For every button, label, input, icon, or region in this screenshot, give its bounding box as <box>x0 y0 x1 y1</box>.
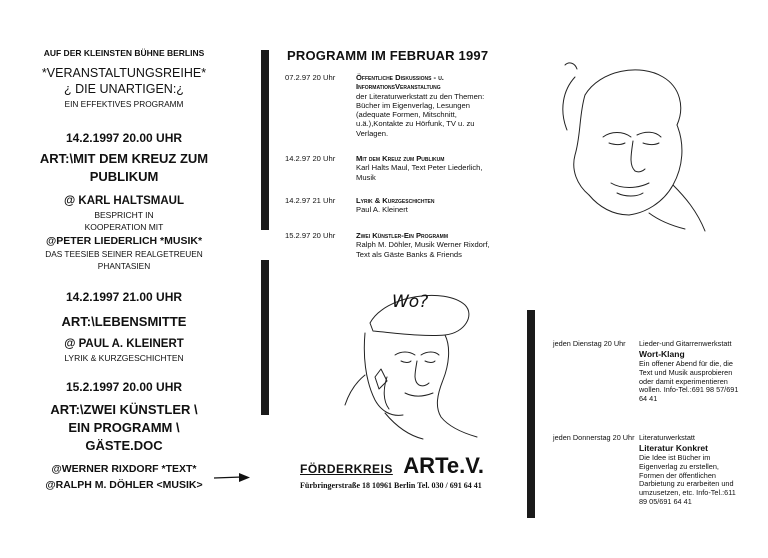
program-row-title: Zwei Künstler-Ein Programm <box>356 231 448 240</box>
divider-bar-bottom <box>261 260 269 415</box>
weekly-event-title: Literatur Konkret <box>639 442 708 453</box>
organization-line <box>300 453 484 479</box>
event3-title-line2: EIN PROGRAMM \ <box>68 420 180 435</box>
event1-date: 14.2.1997 20.00 UHR <box>65 131 183 145</box>
program-row-body <box>356 196 491 215</box>
program-title: PROGRAMM IM FEBRUAR 1997 <box>287 48 489 63</box>
organization-name: ARTe.V. <box>403 453 484 478</box>
program-row-body <box>356 154 491 182</box>
portrait-sketch-illustration <box>545 55 715 240</box>
weekly-event-title: Wort-Klang <box>639 348 685 359</box>
series-sub: EIN EFFEKTIVES PROGRAMM <box>64 99 184 109</box>
organization-label: FÖRDERKREIS <box>300 462 393 476</box>
program-row-title: Mit dem Kreuz zum Publikum <box>356 154 445 163</box>
event1-text-2: KOOPERATION MIT <box>84 222 164 232</box>
series-name: ¿ DIE UNARTIGEN:¿ <box>64 82 184 96</box>
program-row-text: Paul A. Kleinert <box>356 205 408 215</box>
event1-person: @ KARL HALTSMAUL <box>63 195 185 207</box>
sketch-caption: Wo? <box>392 292 429 312</box>
arrow-right-icon <box>212 470 252 486</box>
weekly-event-head: Literaturwerkstatt <box>639 433 695 442</box>
event3-person-1: @WERNER RIXDORF *TEXT* <box>51 463 197 475</box>
event2-title: ART:\LEBENSMITTE <box>61 314 187 329</box>
stage-line: AUF DER KLEINSTEN BÜHNE BERLINS <box>43 48 205 58</box>
event1-text-4: PHANTASIEN <box>97 261 151 271</box>
event3-date: 15.2.1997 20.00 UHR <box>65 380 183 394</box>
program-row-date: 14.2.97 20 Uhr <box>285 154 336 163</box>
organization-address: Fürbringerstraße 18 10961 Berlin Tel. 030 / 691 64 41 <box>300 481 482 490</box>
program-row-body <box>356 73 491 138</box>
program-row-text: Ralph M. Döhler, Musik Werner Rixdorf, Text als Gäste Banks & Friends <box>356 240 490 259</box>
weekly-event-body <box>639 340 744 404</box>
divider-bar-top <box>261 50 269 230</box>
program-row-date: 07.2.97 20 Uhr <box>285 73 336 82</box>
program-row-date: 15.2.97 20 Uhr <box>285 231 336 240</box>
event1-text-3: DAS TEESIEB SEINER REALGETREUEN <box>45 249 203 259</box>
series-label: *VERANSTALTUNGSREIHE* <box>41 66 207 80</box>
program-row-body <box>356 231 491 259</box>
event1-person2: @PETER LIEDERLICH *MUSIK* <box>45 235 203 247</box>
event3-person-2: @RALPH M. DÖHLER <MUSIK> <box>45 479 203 491</box>
weekly-event-head: Lieder-und Gitarrenwerkstatt <box>639 339 732 348</box>
program-row-date: 14.2.97 21 Uhr <box>285 196 336 205</box>
weekly-event-body <box>639 434 744 507</box>
program-row-text: Karl Halts Maul, Text Peter Liederlich, Musik <box>356 163 483 182</box>
event3-title-line3: GÄSTE.DOC <box>85 438 163 453</box>
program-row-title: Öffentliche Diskussions - u. InformationsVeranstaltung <box>356 73 444 92</box>
event1-text-1: BESPRICHT IN <box>94 210 154 220</box>
event1-title-line1: ART:\MIT DEM KREUZ ZUM <box>39 151 209 166</box>
program-row-title: Lyrik & Kurzgeschichten <box>356 196 435 205</box>
weekly-event-date: jeden Dienstag 20 Uhr <box>553 339 626 348</box>
event2-date: 14.2.1997 21.00 UHR <box>65 290 183 304</box>
event2-text: LYRIK & KURZGESCHICHTEN <box>64 353 184 363</box>
event3-title-line1: ART:\ZWEI KÜNSTLER \ <box>50 402 198 417</box>
left-panel <box>0 0 248 558</box>
event1-title-line2: PUBLIKUM <box>89 169 159 184</box>
weekly-event-date: jeden Donnerstag 20 Uhr <box>553 433 635 442</box>
weekly-event-text: Die Idee ist Bücher im Eigenverlag zu erstellen, Formen der öffentlichen Darbietung zu erarbeiten und umzusetzen, etc. Info-Tel.:611 89 05/691 64 41 <box>639 452 736 507</box>
divider-bar-right <box>527 310 535 518</box>
event2-person: @ PAUL A. KLEINERT <box>64 338 184 350</box>
program-row-text: der Literaturwerkstatt zu den Themen: Bücher im Eigenverlag, Lesungen (adequate Formen, Mitschnitt, u.ä.),Kontakte zu Hörfunk, TV u. zu Verlagen. <box>356 91 485 138</box>
weekly-event-text: Ein offener Abend für die, die Text und Musik ausprobieren oder damit experimentieren wollen. Info-Tel.:691 98 57/691 64 41 <box>639 358 739 404</box>
